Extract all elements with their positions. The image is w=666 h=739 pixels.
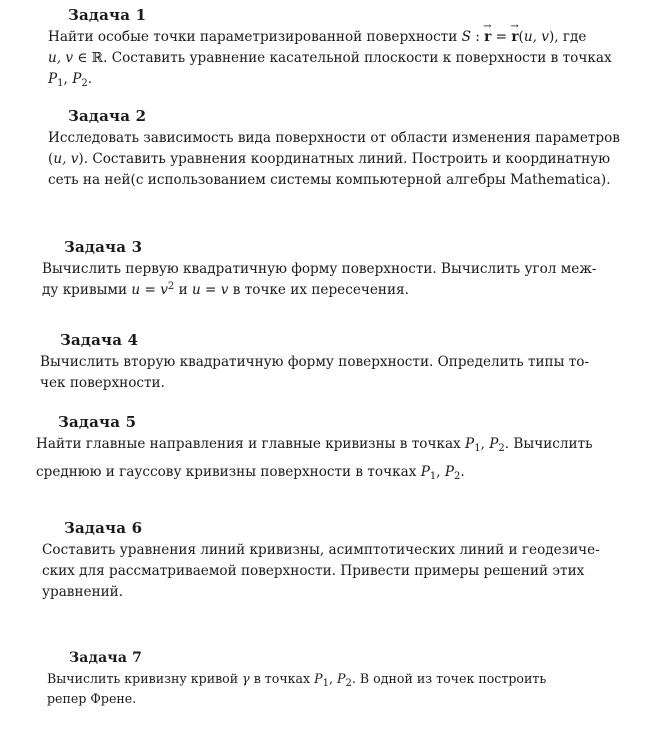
task-7	[47, 650, 546, 709]
vector-arrow-icon: →	[510, 21, 519, 32]
task-6-body	[42, 540, 600, 603]
task-5-line-2: среднюю и гауссову кривизны поверхности в точках $P_1$, $P_2$.	[36, 464, 465, 482]
task-5-title: Задача 5	[58, 413, 137, 431]
task-4-line-2: чек поверхности.	[40, 375, 165, 391]
task-2-line-2: (u, v). Составить уравнения координатных линий. Построить и координатную	[48, 151, 611, 167]
task-6-line-2: ских для рассматриваемой поверхности. Привести примеры решений этих	[42, 563, 585, 579]
task-1	[48, 6, 612, 90]
task-1-title: Задача 1	[68, 6, 147, 24]
task-3-line-1: Вычислить первую квадратичную форму поверхности. Вычислить угол меж-	[42, 261, 597, 277]
task-4	[40, 331, 589, 394]
vector-r: r →	[511, 27, 518, 48]
task-1-line-1: Найти особые точки параметризированной поверхности S : r → = r → (u, v), где	[48, 27, 612, 48]
task-3-body	[42, 259, 596, 301]
vector-arrow-icon: →	[483, 21, 492, 32]
task-2-title: Задача 2	[68, 107, 147, 125]
task-4-line-1: Вычислить вторую квадратичную форму поверхности. Определить типы то-	[40, 354, 590, 370]
vector-r: r →	[484, 27, 491, 48]
task-6-line-1: Составить уравнения линий кривизны, асимптотических линий и геодезиче-	[42, 542, 600, 558]
task-7-title: Задача 7	[69, 650, 143, 666]
task-7-line-1: Вычислить кривизну кривой γ в точках $P_1$, $P_2$. В одной из точек построить	[47, 671, 547, 689]
task-1-line-3: $P_1$, $P_2$.	[48, 71, 93, 89]
task-6-line-3: уравнений.	[42, 584, 124, 600]
task-2-line-1: Исследовать зависимость вида поверхности от области изменения параметров	[48, 130, 620, 146]
task-5-body	[36, 434, 593, 483]
task-3-title: Задача 3	[64, 238, 143, 256]
task-3-line-2: ду кривыми $u = v^2$ и u = v в точке их пересечения.	[42, 281, 409, 298]
task-6	[42, 519, 600, 603]
task-4-body	[40, 352, 589, 394]
task-5	[36, 413, 593, 483]
task-5-line-1: Найти главные направления и главные кривизны в точках $P_1$, $P_2$. Вычислить	[36, 436, 593, 454]
task-1-line-2: u, v ∈ ℝ. Составить уравнение касательной плоскости к поверхности в точках	[48, 50, 612, 66]
task-6-title: Задача 6	[64, 519, 143, 537]
task-3	[42, 238, 596, 301]
task-2-line-3: сеть на ней(с использованием системы компьютерной алгебры Mathematica).	[48, 172, 611, 188]
task-1-body	[48, 21, 612, 90]
task-7-body	[47, 669, 546, 709]
task-4-title: Задача 4	[60, 331, 139, 349]
task-2	[48, 107, 620, 191]
task-7-line-2: репер Френе.	[47, 691, 137, 706]
task-2-body	[48, 128, 620, 191]
